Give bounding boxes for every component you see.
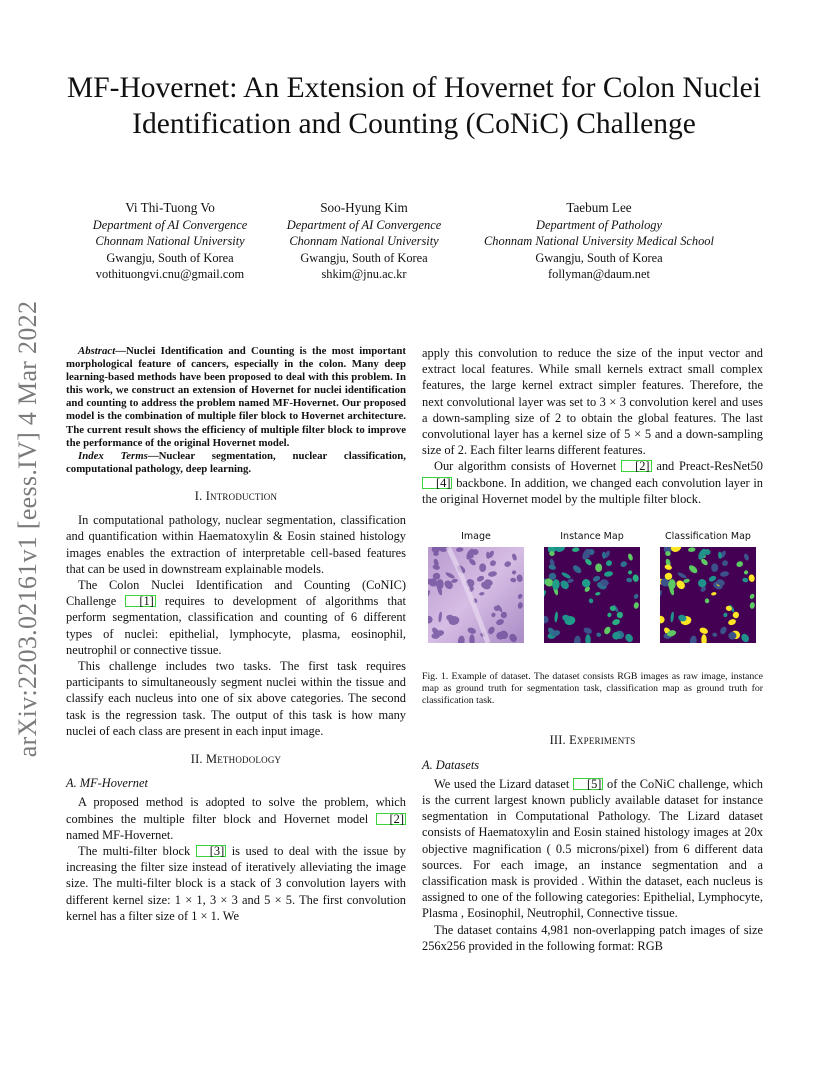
- arxiv-stamp: [8, 293, 48, 765]
- figure-panel-image: [428, 531, 524, 643]
- author-1: [70, 200, 270, 283]
- intro-paragraph-2: The Colon Nuclei Identification and Counting (CoNIC) Challenge [1] requires to development of algorithms that perform segmentation, classification and counting of 6 different types of nuclei: epithelial, lymphocyte, plasma, eosinophil, neutrophil or connective tissue.: [66, 577, 406, 657]
- figure-caption: Fig. 1. Example of dataset. The dataset consists RGB images as raw image, instance map as ground truth for segmentation task, classification map as ground truth for classification task.: [422, 671, 763, 706]
- index-terms-label: Index Terms: [78, 449, 148, 462]
- right-column: [422, 345, 763, 954]
- instance-map-image: [544, 547, 640, 643]
- author-city: Gwangju, South of Korea: [535, 250, 663, 265]
- author-dept: Department of Pathology: [536, 217, 662, 232]
- index-terms-text: —Nuclear segmentation, nuclear classification, computational pathology, deep learning.: [66, 449, 406, 475]
- subsection-heading-datasets: A. Datasets: [422, 757, 480, 772]
- index-terms: [66, 450, 406, 476]
- author-email: shkim@jnu.ac.kr: [321, 267, 407, 281]
- author-name: Vi Thi-Tuong Vo: [125, 200, 215, 215]
- intro-paragraph-3: This challenge includes two tasks. The first task requires participants to simultaneously segment nuclei within the tissue and classify each nucleus into one of six above categories. The second task is the regression task. The output of this task is how many nuclei of each class are present in each input image.: [66, 658, 406, 738]
- arxiv-id-text: arXiv:2203.02161v1 [eess.IV] 4 Mar 2022: [13, 300, 42, 758]
- abstract-label: Abstract: [78, 345, 116, 357]
- method-paragraph-1: A proposed method is adopted to solve the problem, which combines the multiple filter block and Hovernet model [2] named MF-Hovernet.: [66, 795, 406, 842]
- section-heading-introduction: I. Introduction: [194, 488, 278, 503]
- right-paragraph-2: Our algorithm consists of Hovernet [2] and Preact-ResNet50 [4] backbone. In addition, we changed each convolution layer in the original Hovernet model by the multiple filter block.: [422, 459, 763, 506]
- paper-title: MF-Hovernet: An Extension of Hovernet for Colon Nuclei Identification and Counting (CoNiC) Challenge: [67, 72, 761, 140]
- panel-label: Classification Map: [665, 531, 751, 543]
- section-heading-methodology: II. Methodology: [190, 751, 282, 766]
- author-2: [264, 200, 464, 283]
- figure-panel-instance-map: [544, 531, 640, 643]
- histology-image: [428, 547, 524, 643]
- author-3: [468, 200, 730, 283]
- left-column: [66, 345, 406, 924]
- right-paragraph-1: apply this convolution to reduce the size of the input vector and extract local features. While small kernels extract small complex features, the large kernel extract simpler features. Therefore, the next convolutional layer was set to 3 × 3 convolution kerel and uses a down-sampling size of 2 to obtain the global features. The last convolutional layer has a kernel size of 5 × 5 and a down-sampling size of 2. Each filter learns different features.: [422, 346, 763, 458]
- figure-panel-classification-map: [660, 531, 756, 643]
- citation-link[interactable]: [4]: [422, 477, 452, 489]
- datasets-paragraph-1: We used the Lizard dataset [5] of the CoNiC challenge, which is the current largest known publicly available dataset for instance segmentation in Computational Pathology. The Lizard dataset consists of Haematoxylin and Eosin stained histology images at 20x objective magnification ( 0.5 microns/pixel) from 6 different data sources. For each image, an instance segmentation and a classification mask is provided . Within the dataset, each nucleus is assigned to one of the following categories: Epithelial, Lymphocyte, Plasma , Eosinophil, Neutrophil, Connective tissue.: [422, 776, 763, 921]
- section-heading-experiments: III. Experiments: [549, 733, 636, 748]
- citation-link[interactable]: [2]: [621, 460, 651, 472]
- author-email: vothituongvi.cnu@gmail.com: [95, 267, 245, 281]
- author-name: Soo-Hyung Kim: [320, 200, 408, 215]
- author-univ: Chonnam National University Medical School: [484, 234, 714, 248]
- author-dept: Department of AI Convergence: [286, 217, 442, 232]
- author-name: Taebum Lee: [566, 200, 632, 215]
- author-univ: Chonnam National University: [95, 234, 245, 248]
- datasets-paragraph-2: The dataset contains 4,981 non-overlapping patch images of size 256x256 provided in the following format: RGB: [422, 922, 763, 953]
- abstract: [66, 345, 406, 450]
- figure-1: [422, 531, 763, 661]
- citation-link[interactable]: [5]: [573, 778, 603, 790]
- author-email: follyman@daum.net: [548, 267, 650, 281]
- panel-label: Image: [461, 531, 491, 543]
- intro-paragraph-1: In computational pathology, nuclear segmentation, classification and quantification within Haematoxylin & Eosin stained histology images enables the extraction of interpretable cell-based features that can be used in downstream explainable models.: [66, 513, 406, 576]
- author-dept: Department of AI Convergence: [92, 217, 248, 232]
- method-paragraph-2: The multi-filter block [3] is used to deal with the issue by increasing the filter size instead of iteratively alleviating the image size. The multi-filter block is a stack of 3 convolution layers with different kernel size: 1 × 1, 3 × 3 and 5 × 5. The first convolution kernel has a filter size of 1 × 1. We: [66, 844, 407, 923]
- citation-link[interactable]: [3]: [196, 845, 226, 857]
- abstract-text: —Nuclei Identification and Counting is the most important morphological feature of cancers, especially in the colon. Many deep learning-based methods have been proposed to deal with this problem. In this work, we construct an extension of Hovernet for nuclei identification and counting to address the problem named MF-Hovernet. Our proposed model is the combination of multiple filer block to Hovernet architecture. The current result shows the efficiency of multiple filter block to improve the performance of the original Hovernet model.: [66, 345, 406, 449]
- subsection-heading-mf-hovernet: A. MF-Hovernet: [66, 776, 148, 791]
- citation-link[interactable]: [2]: [376, 813, 406, 825]
- classification-map-image: [660, 547, 756, 643]
- author-city: Gwangju, South of Korea: [106, 250, 234, 265]
- citation-link[interactable]: [1]: [125, 595, 155, 607]
- author-city: Gwangju, South of Korea: [300, 250, 428, 265]
- author-univ: Chonnam National University: [289, 234, 439, 248]
- panel-label: Instance Map: [560, 531, 624, 543]
